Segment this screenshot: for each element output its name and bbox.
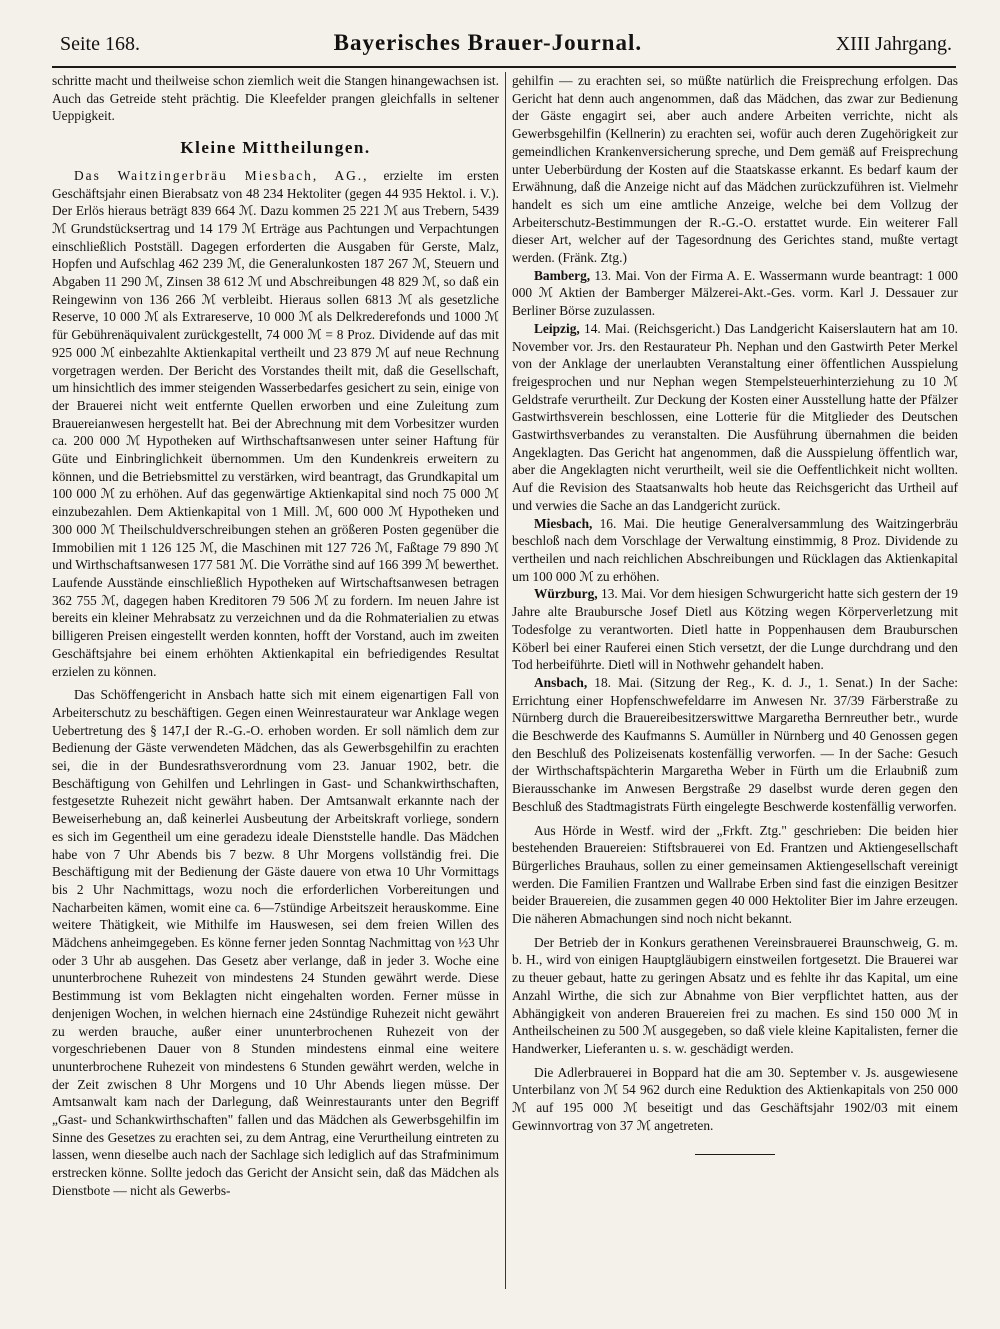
place-name: Leipzig, — [534, 320, 580, 336]
article-hoerde: Aus Hörde in Westf. wird der „Frkft. Ztg." geschrieben: Die beiden hier bestehenden Brauereien: Stiftsbrauerei von Ed. Frantzen und Aktiengesellschaft Bürgerliches Brauhaus, sollen zu einer gemeinsamen Aktiengesellschaft vereinigt werden. Die Familien Frantzen und Wallrabe Erben sind fast die einzigen Besitzer beider Brauereien, die zusammen gegen 40 000 Hektoliter Bier im Jahre erzeugen. Die näheren Abmachungen sind noch nicht bekannt. — [512, 822, 958, 927]
article-body: 18. Mai. (Sitzung der Reg., K. d. J., 1. Senat.) In der Sache: Errichtung einer Hopfenschwefeldarre im Anwesen Nr. 37/39 Färberstraße zu Nürnberg durch die Brauereibesitzerswittwe Margaretha Bernreuther betr., wurde die Beschwerde des Kaufmanns S. Aumüller in Nürnberg und 40 Genossen gegen den Beschluß des Polizeisenats kostenfällig verworfen. — In der Sache: Gesuch der Wirthschaftspächterin Margaretha Weber in Fürth um die Erlaubniß zum Bierausschanke im Anwesen Bergstraße 29 daselbst wurde deren gegen den Beschluß des Stadtmagistrats Fürth eingelegte Beschwerde kostenfällig verworfen. — [512, 674, 958, 814]
article-schoeffengericht: Das Schöffengericht in Ansbach hatte sich mit einem eigenartigen Fall von Arbeiterschutz zu beschäftigen. Gegen einen Weinrestaurateur war Anklage wegen Uebertretung des § 147,I der R.-G.-O. erhoben worden. Er soll nämlich dem zur Bedienung der Gäste verwendeten Mädchen, das als Gewerbsgehilfin zu erachten sei, die in der Bundesrathsverordnung vom 23. Januar 1902, betr. die Beschäftigung von Gehilfen und Lehrlingen in Gast- und Schankwirthschaften, festgesetzte Ruhezeit nicht gewährt haben. Der Amtsanwalt erkannte nach der Beweiserhebung an, daß keinerlei Ausbeutung der Arbeitskraft vorliege, sondern es sich im Gegentheil um eine geradezu ideale Dienststelle handle. Das Mädchen habe von 7 Uhr Abends bis 7 bezw. 8 Uhr Morgens vollständig frei. Die Beschäftigung mit der Bedienung der Gäste dauere von etwa 10 Uhr Vormittags bis 2 Uhr Nachmittags, wozu noch die erforderlichen Vorbereitungen und Nacharbeiten kämen, womit eine ca. 6—7stündige Arbeitszeit herauskomme. Eine weitere Thätigkeit, wie Mithilfe im Hauswesen, sei dem freien Willen des Mädchens anheimgegeben. Es könne ferner jeden Sonntag Nachmittag von ½3 Uhr oder 3 Uhr ab ausgehen. Das Gesetz aber verlange, daß in jeder 3. Woche eine ununterbrochene Ruhezeit von mindestens 24 Stunden gewährt werde. Diese Bestimmung ist vom Beklagten nicht eingehalten worden. Ferner müsse in denjenigen Wochen, in welchen hiernach eine 24stündige Ruhezeit nicht gewährt zu werden brauche, außer einer ununterbrochenen Ruhezeit von der vorgeschriebenen Dauer von 8 Stunden mindestens einmal eine weitere ununterbrochene Ruhezeit von mindestens 6 Stunden gewährt werden, welche in der Zeit zwischen 8 Uhr Morgens und 10 Uhr Abends liegen müsse. Der Amtsanwalt kam nach der Darlegung, daß Weinrestaurants unter den Begriff „Gast- und Schankwirthschaften" fallen und das Mädchen als Gewerbsgehilfin im Sinne des Gesetzes zu erachten sei, zu dem Antrag, eine Verurtheilung eintreten zu lassen, wenn dieselbe auch nach der Sachlage sich lediglich auf das Strafminimum erstrecken könne. Sollte jedoch das Gericht der Ansicht sein, daß das Mädchen als Dienstbote — nicht als Gewerbs- — [52, 687, 499, 1198]
article-ansbach — [512, 674, 958, 816]
section-heading: Kleine Mittheilungen. — [180, 138, 371, 158]
article-miesbach — [512, 515, 958, 586]
journal-title: Bayerisches Brauer-Journal. — [333, 30, 643, 55]
article-body: 14. Mai. (Reichsgericht.) Das Landgericht Kaiserslautern hat am 10. November vor. Jrs. den Restaurateur Ph. Nephan und den Gastwirth Peter Merkel von der Anklage der unerlaubten Veranstaltung einer öffentlichen Ausspielung freigesprochen und nur Nephan wegen Stempelsteuerhinterziehung zu 10 ℳ Geldstrafe verurtheilt. Zur Deckung der Kosten einer Ausstellung hatte der Pfälzer Gastwirthsverein beschlossen, eine Lotterie für die Mitglieder des Deutschen Gastwirthsverbandes zu veranstalten. Die Ausführung übernahmen die beiden Angeklagten. Das Gericht hat angenommen, daß die Ausspielung öffentlich war, aber die Angeklagten nicht verurtheilt, weil sie die Oeffentlichkeit nicht wollten. Auf die Revision des Staatsanwalts hob heute das Reichsgericht das Urtheil auf und verwies die Sache an das Landgericht zurück. — [512, 320, 958, 513]
article-body: 13. Mai. Von der Firma A. E. Wassermann wurde beantragt: 1 000 000 ℳ Aktien der Bamberger Mälzerei-Akt.-Ges. vorm. Karl J. Dessauer zur Berliner Börse zuzulassen. — [512, 267, 958, 319]
place-name: Miesbach, — [534, 515, 593, 531]
article-lead: Das Waitzingerbräu Miesbach, AG., — [74, 167, 369, 183]
article-continuation: gehilfin — zu erachten sei, so müßte natürlich die Freisprechung erfolgen. Das Gericht hat denn auch angenommen, daß das Mädchen, das zwar zur Bedienung der Gäste engagirt sei, aber auch andere Arbeiten verrichte, nicht als Gewerbsgehilfin (Kellnerin) zu erachten sei, wofür auch deren Zugehörigkeit zur gemeindlichen Krankenversicherung spreche, und Dem gemäß auf Freisprechung unter Ueberbürdung der Kosten auf die Staatskasse erkannt. Es bedarf kaum der Erwähnung, daß die Anzeige nicht auf das Mädchen zurückzuführen ist. Vielmehr handelt es sich um eine amtliche Anzeige, welche bei dem Vollzug der Arbeiterschutz-Bestimmungen der R.-G.-O. erstattet wurde. Ein weiterer Fall dieser Art, welcher auf der Tagesordnung des Gerichtes stand, mußte vertagt werden. (Fränk. Ztg.) — [512, 73, 958, 266]
left-column — [52, 72, 499, 1309]
right-column — [512, 72, 958, 1309]
end-rule — [695, 1154, 775, 1155]
place-name: Ansbach, — [534, 674, 588, 690]
article-bamberg — [512, 267, 958, 320]
article-braunschweig: Der Betrieb der in Konkurs gerathenen Vereinsbrauerei Braunschweig, G. m. b. H., wird von einigen Hauptgläubigern einstweilen fortgesetzt. Die Brauerei war zu theuer gebaut, hatte zu geringen Absatz und es fehlte ihr das Kapital, um eine Anzahl Wirthe, die sich zur Abnahme von Bier verpflichtet hatten, aus der Abhängigkeit von anderen Brauereien frei zu machen. Es sind 150 000 ℳ in Antheilscheinen zu 500 ℳ ausgegeben, so daß viele kleine Kapitalisten, ferner die Handwerker, Lieferanten u. s. w. geschädigt werden. — [512, 934, 958, 1056]
page-number: Seite 168. — [60, 33, 140, 55]
header-rule — [52, 66, 956, 68]
article-wuerzburg — [512, 585, 958, 674]
article-body: erzielte im ersten Geschäftsjahr einen Bierabsatz von 48 234 Hektoliter (gegen 44 935 Hektol. i. V.). Der Erlös hieraus beträgt 839 664 ℳ. Dazu kommen 25 221 ℳ aus Trebern, 5439 ℳ Grundstücksertrag und 14 179 ℳ Erträge aus Pachtungen und Verpachtungen einschließlich Postställ. Dagegen erforderten die Ausgaben für Gerste, Malz, Hopfen und Aufschlag 462 239 ℳ, die Generalunkosten 187 267 ℳ, Steuern und Abgaben 11 290 ℳ, Zinsen 38 612 ℳ und Abschreibungen 48 829 ℳ, so daß ein Reingewinn von 136 266 ℳ verbleibt. Hieraus sollen 6813 ℳ als gesetzliche Reserve, 10 000 ℳ als Extrareserve, 10 000 ℳ als Delkrederefonds und 1000 ℳ für Gebührenäquivalent zurückgestellt, 74 000 ℳ = 8 Proz. Dividende auf das mit 925 000 ℳ einbezahlte Aktienkapital vertheilt und 23 879 ℳ auf neue Rechnung vorgetragen werden. Der Bericht des Vorstandes theilt mit, daß die Gesellschaft, um hinsichtlich des immer steigenden Wasserbedarfes gesichert zu sein, einige von der Brauerei nicht weit entfernte Quellen erworben und eine Zuleitung zum Brauereianwesen hergestellt hat. Bei der Abrechnung mit dem Vorbesitzer wurden ca. 200 000 ℳ Hypotheken auf Wirthschaftsanwesen unter seiner Haftung für Güte und Einbringlichkeit übernommen. Um den Kundenkreis erweitern zu können, und die Betriebsmittel zu verstärken, wird beantragt, das Grundkapital um 100 000 ℳ zu erhöhen. Auf das gegenwärtige Aktienkapital sind noch 75 000 ℳ einzubezahlen. Dem Aktienkapital von 1 Mill. ℳ, 600 000 ℳ Hypotheken und 300 000 ℳ Theilschuldverschreibungen stehen an größeren Posten gegenüber die Immobilien mit 1 126 125 ℳ, die Maschinen mit 127 726 ℳ, Faßtage 79 890 ℳ und Wirthschaftsanwesen 177 581 ℳ. Die Vorräthe sind auf 166 399 ℳ bewerthet. Laufende Ausstände einschließlich Hypotheken auf Wirtschaftsanwesen betragen 362 755 ℳ, dagegen haben Kreditoren 79 506 ℳ zu fordern. Im neuen Jahre ist bereits ein kleiner Mehrabsatz zu verzeichnen und da die Rohmaterialien zu etwas billigeren Preisen eingestellt werden konnten, hofft der Vorstand, auch im zweiten Geschäftsjahre bei einem erhöhten Aktienkapital ein befriedigendes Resultat erzielen zu können. — [52, 167, 499, 679]
place-name: Bamberg, — [534, 267, 591, 283]
article-leipzig — [512, 320, 958, 515]
volume-label: XIII Jahrgang. — [835, 33, 952, 55]
article-waitzingerbraeu — [52, 167, 499, 680]
column-divider — [505, 72, 506, 1289]
intro-paragraph: schritte macht und theilweise schon ziemlich weit die Stangen hinangewachsen ist. Auch das Getreide steht prächtig. Die Kleefelder prangen gleichfalls in seltener Ueppigkeit. — [52, 73, 499, 124]
place-name: Würzburg, — [534, 586, 598, 602]
article-body: 16. Mai. Die heutige Generalversammlung des Waitzingerbräu beschloß nach dem Vorschlage der Verwaltung einstimmig, 8 Proz. Dividende zu vertheilen und nach reichlichen Abschreibungen und Rücklagen das Aktienkapital um 100 000 ℳ zu erhöhen. — [512, 515, 958, 584]
page-header — [60, 30, 952, 62]
article-boppard: Die Adlerbrauerei in Boppard hat die am 30. September v. Js. ausgewiesene Unterbilanz von ℳ 54 962 durch eine Reduktion des Aktienkapitals von 250 000 ℳ auf 195 000 ℳ beseitigt und das Geschäftsjahr 1902/03 mit einem Gewinnvortrag von 37 ℳ angetreten. — [512, 1064, 958, 1133]
article-body: 13. Mai. Vor dem hiesigen Schwurgericht hatte sich gestern der 19 Jahre alte Braubursche Josef Dietl aus Kötzing wegen Körperverletzung mit Todesfolge zu verantworten. Dietl hatte in Poppenhausen dem Brauburschen Köberl bei einer Rauferei einen Stich versetzt, der die Lunge durchdrang und den Tod herbeiführte. Dietl will in Nothwehr gehandelt haben. — [512, 586, 958, 673]
